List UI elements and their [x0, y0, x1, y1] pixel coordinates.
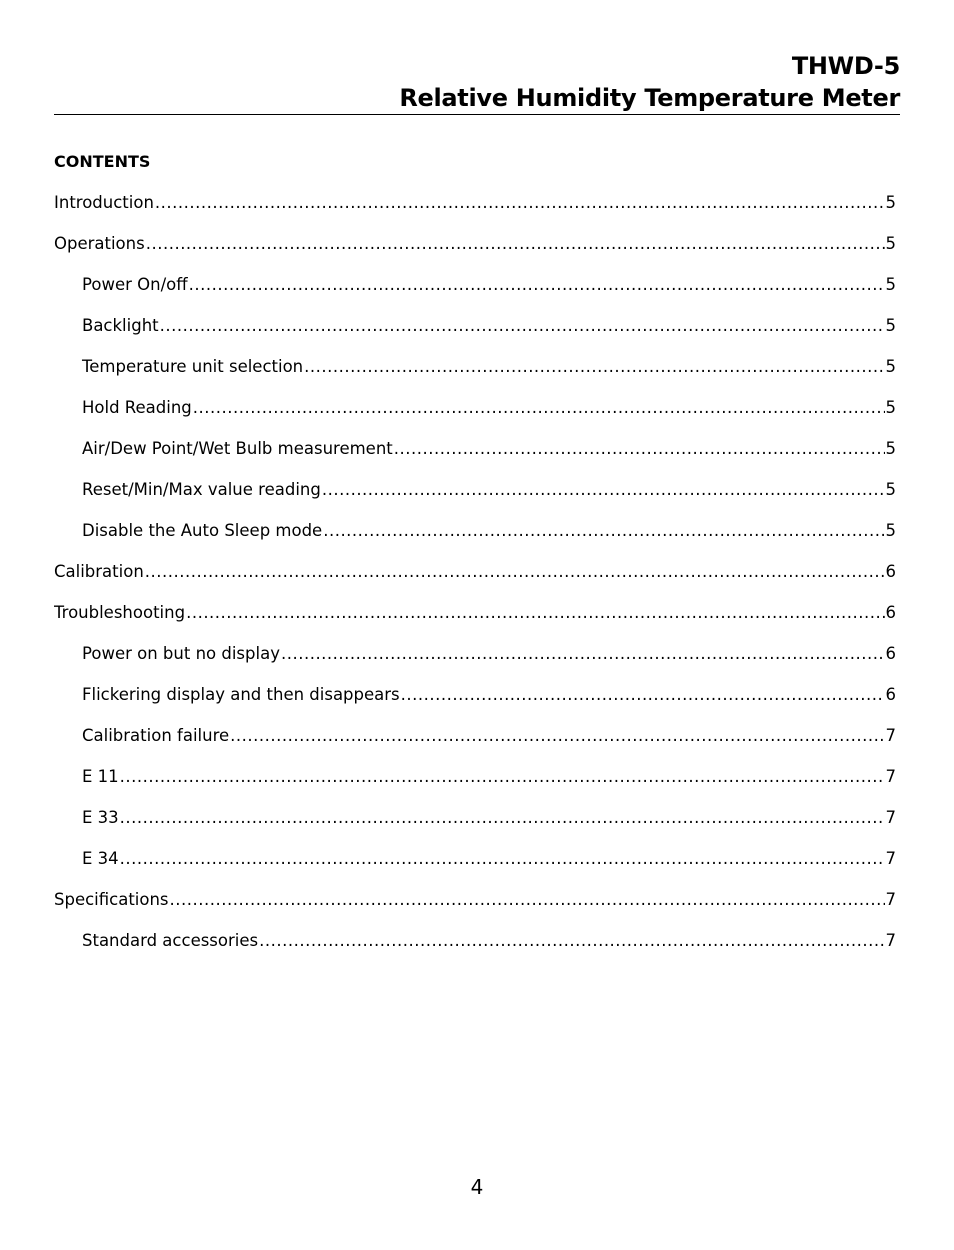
toc-entry-page: 5 — [885, 275, 896, 294]
toc-entry-label: Flickering display and then disappears — [82, 685, 400, 704]
toc-subentry[interactable] — [54, 274, 896, 315]
toc-entry-page: 5 — [885, 234, 896, 253]
toc-entry-page: 7 — [885, 931, 896, 950]
toc-leader-dots — [394, 438, 885, 460]
toc-leader-dots — [259, 930, 884, 952]
toc-entry-label: Reset/Min/Max value reading — [82, 480, 321, 499]
toc-entry-page: 5 — [885, 439, 896, 458]
toc-leader-dots — [322, 479, 885, 501]
toc-entry-label: Hold Reading — [82, 398, 192, 417]
toc-subentry[interactable] — [54, 397, 896, 438]
toc-entry-label: E 34 — [82, 849, 119, 868]
toc-leader-dots — [120, 848, 885, 870]
toc-entry-label: Calibration — [54, 562, 144, 581]
toc-subentry[interactable] — [54, 356, 896, 397]
toc-leader-dots — [170, 889, 885, 911]
toc-leader-dots — [323, 520, 884, 542]
toc-subentry[interactable] — [54, 930, 896, 971]
toc-entry-label: Troubleshooting — [54, 603, 186, 622]
toc-entry-label: Power on but no display — [82, 644, 280, 663]
toc-entry[interactable] — [54, 192, 896, 233]
toc-leader-dots — [155, 192, 885, 214]
toc-leader-dots — [401, 684, 885, 706]
toc-leader-dots — [120, 766, 885, 788]
toc-subentry[interactable] — [54, 807, 896, 848]
page-number: 4 — [470, 1175, 484, 1199]
toc-entry-page: 5 — [885, 316, 896, 335]
toc-entry-label: E 11 — [82, 767, 119, 786]
toc-entry[interactable] — [54, 889, 896, 930]
toc-leader-dots — [193, 397, 885, 419]
toc-entry-label: E 33 — [82, 808, 119, 827]
toc-entry-page: 7 — [885, 726, 896, 745]
toc-entry-label: Calibration failure — [82, 726, 230, 745]
toc-entry-label: Operations — [54, 234, 145, 253]
toc-entry-page: 6 — [885, 603, 896, 622]
toc-entry-label: Introduction — [54, 193, 154, 212]
toc-leader-dots — [120, 807, 885, 829]
toc-subentry[interactable] — [54, 766, 896, 807]
toc-entry-page: 7 — [885, 890, 896, 909]
table-of-contents — [54, 192, 896, 971]
toc-entry-label: Standard accessories — [82, 931, 259, 950]
toc-leader-dots — [146, 233, 885, 255]
toc-entry-page: 7 — [885, 849, 896, 868]
toc-entry-label: Temperature unit selection — [82, 357, 304, 376]
model-title: THWD-5 — [791, 52, 900, 80]
toc-subentry[interactable] — [54, 848, 896, 889]
toc-entry-label: Disable the Auto Sleep mode — [82, 521, 323, 540]
toc-entry-page: 5 — [885, 521, 896, 540]
toc-entry-page: 6 — [885, 562, 896, 581]
toc-entry-label: Air/Dew Point/Wet Bulb measurement — [82, 439, 393, 458]
toc-entry[interactable] — [54, 602, 896, 643]
toc-leader-dots — [160, 315, 885, 337]
toc-subentry[interactable] — [54, 520, 896, 561]
toc-entry-page: 5 — [885, 193, 896, 212]
toc-entry-page: 6 — [885, 644, 896, 663]
header-divider — [54, 114, 900, 115]
document-header — [54, 50, 900, 114]
toc-subentry[interactable] — [54, 479, 896, 520]
toc-leader-dots — [230, 725, 884, 747]
toc-entry-label: Specifications — [54, 890, 169, 909]
toc-entry-page: 7 — [885, 767, 896, 786]
toc-subentry[interactable] — [54, 684, 896, 725]
toc-leader-dots — [186, 602, 884, 624]
toc-subentry[interactable] — [54, 643, 896, 684]
toc-entry-page: 5 — [885, 357, 896, 376]
toc-entry[interactable] — [54, 233, 896, 274]
toc-entry-page: 5 — [885, 480, 896, 499]
toc-entry-page: 6 — [885, 685, 896, 704]
toc-leader-dots — [145, 561, 885, 583]
toc-leader-dots — [304, 356, 884, 378]
contents-heading: CONTENTS — [54, 152, 151, 171]
document-title: Relative Humidity Temperature Meter — [399, 84, 900, 112]
toc-entry-label: Power On/off — [82, 275, 188, 294]
toc-leader-dots — [281, 643, 885, 665]
toc-entry-page: 5 — [885, 398, 896, 417]
toc-subentry[interactable] — [54, 438, 896, 479]
toc-subentry[interactable] — [54, 315, 896, 356]
toc-entry[interactable] — [54, 561, 896, 602]
toc-subentry[interactable] — [54, 725, 896, 766]
toc-entry-label: Backlight — [82, 316, 159, 335]
toc-entry-page: 7 — [885, 808, 896, 827]
toc-leader-dots — [189, 274, 885, 296]
